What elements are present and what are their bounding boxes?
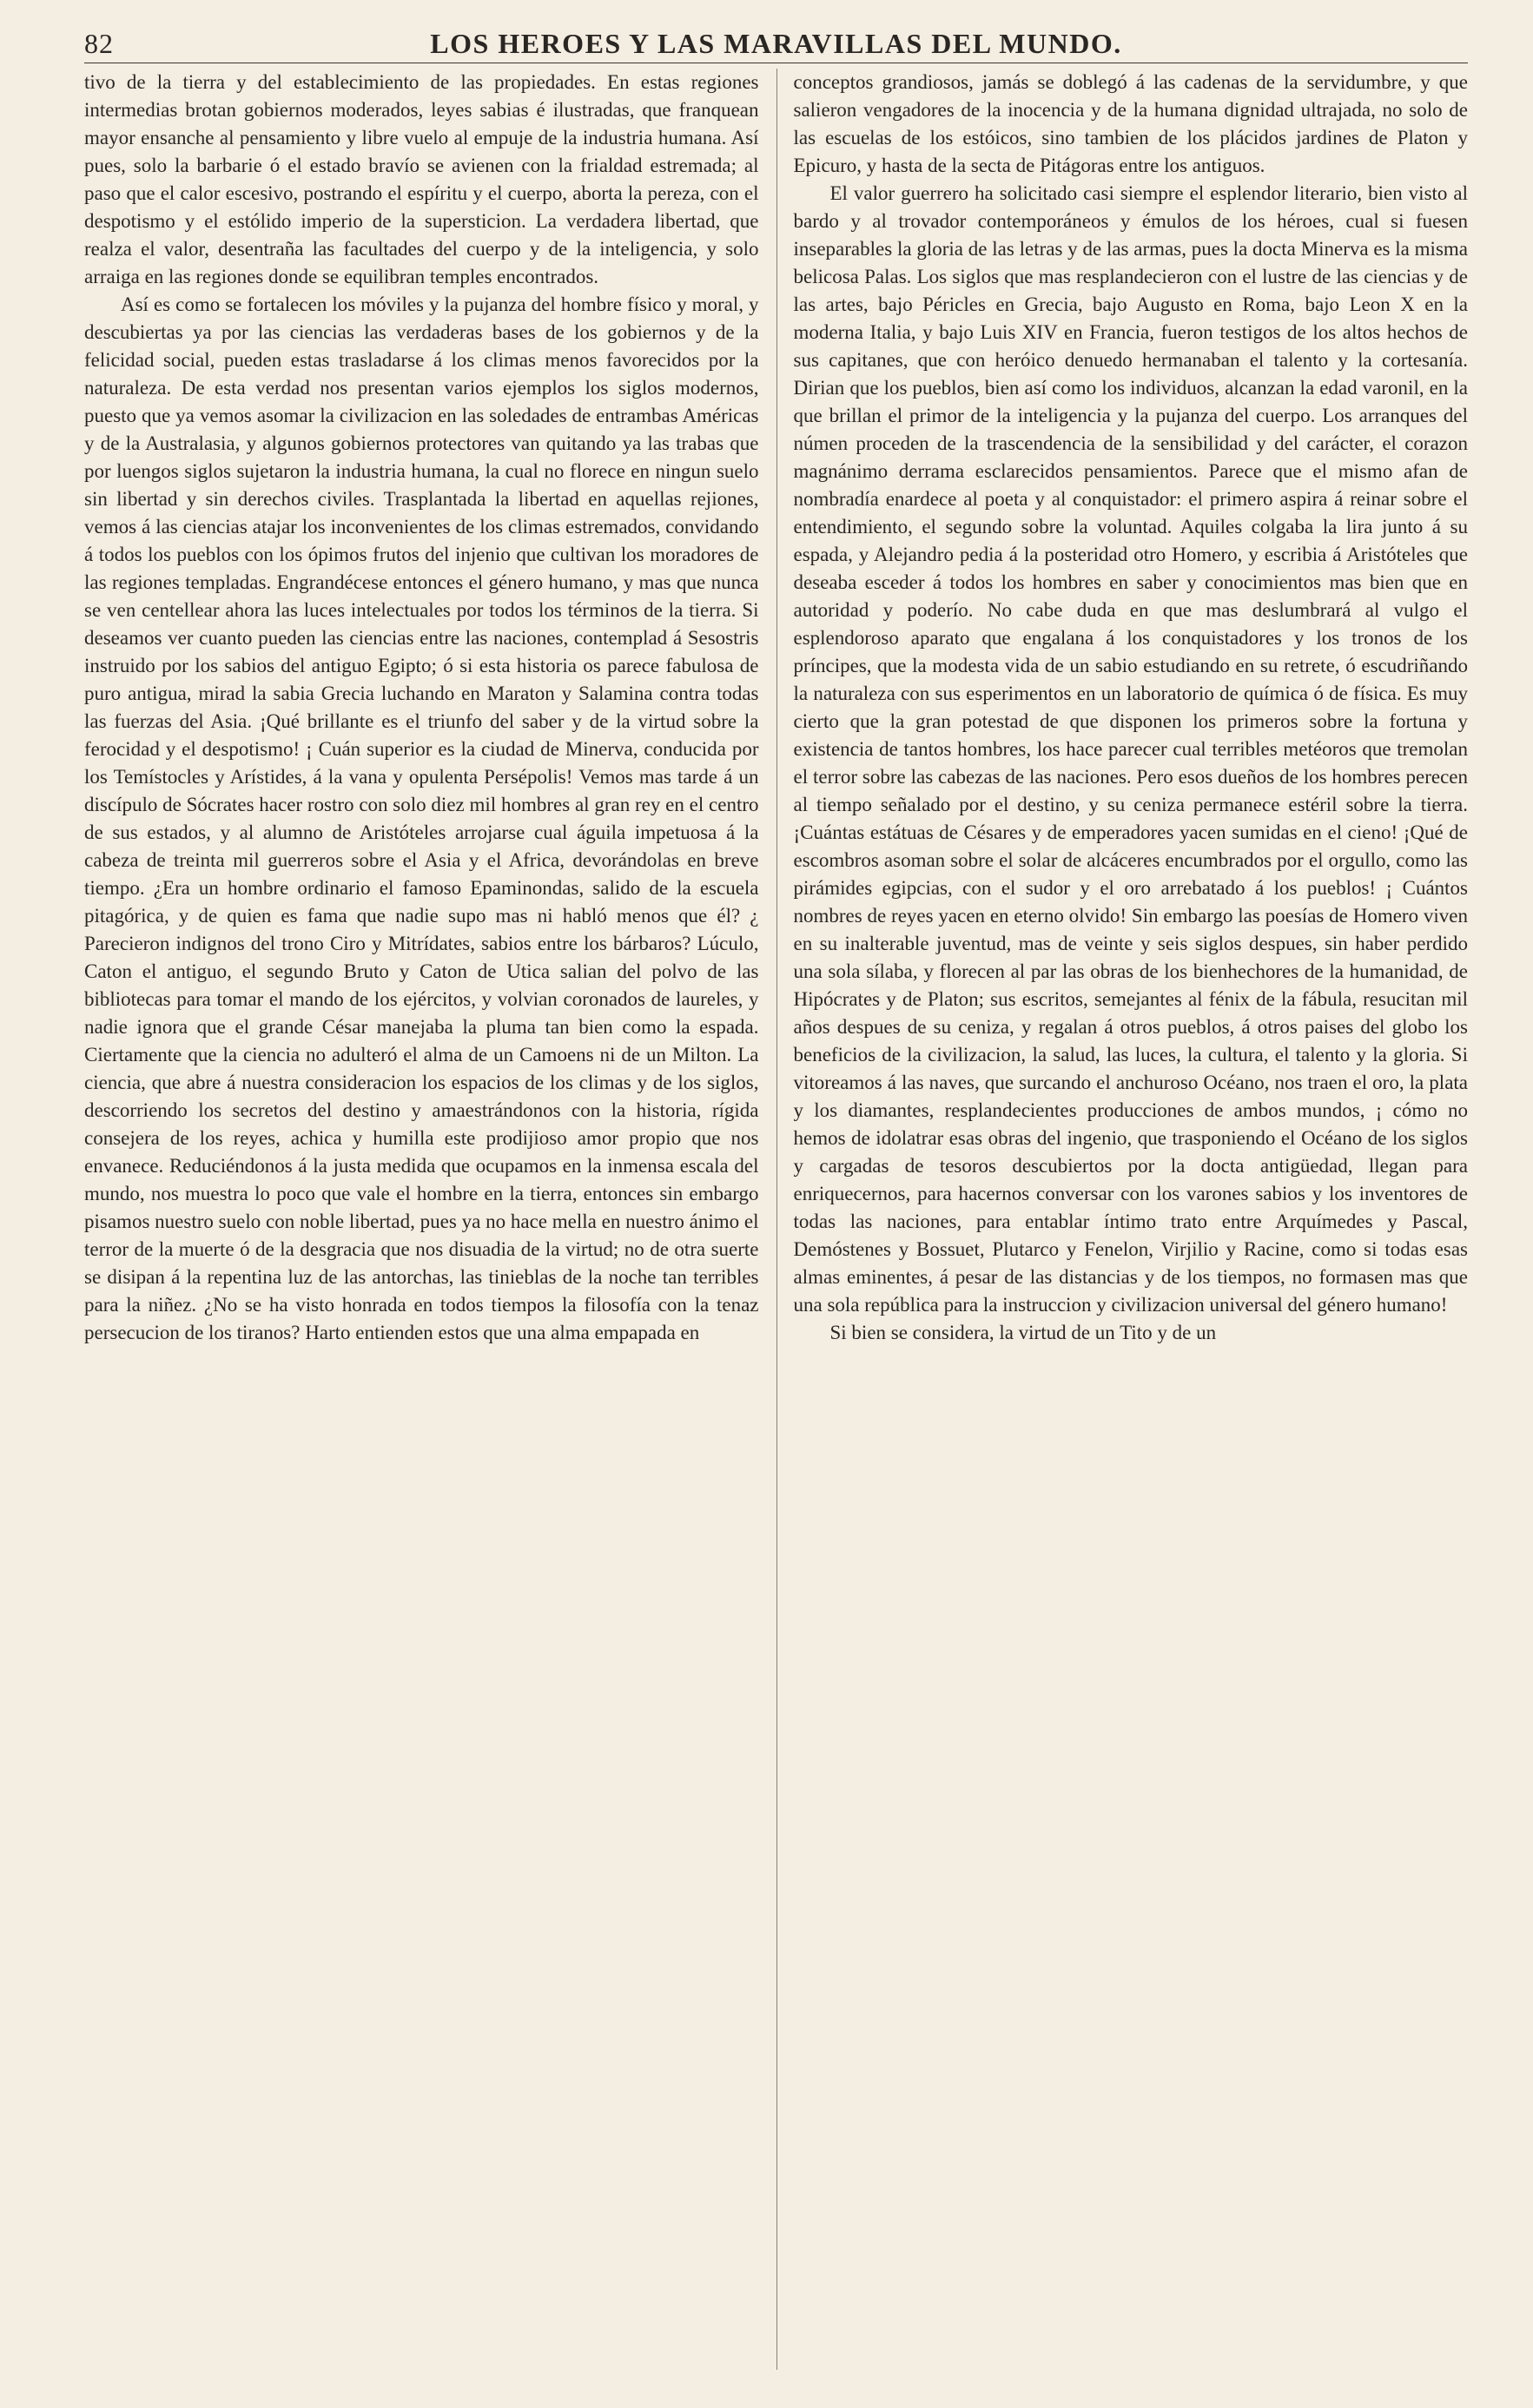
paragraph: Si bien se considera, la virtud de un Tito y de un — [829, 1322, 1217, 1343]
page-header — [84, 26, 1468, 63]
paragraph: conceptos grandiosos, jamás se doblegó á las cadenas de la servidumbre, y que salieron vengadores de la inocencia y de la humana dignidad ultrajada, no solo de las escuelas de los estóicos, sino tambien de los plácidos jardines de Platon y Epicuro, y hasta de la secta de Pitágoras entre los antiguos. — [793, 71, 1468, 176]
paragraph: El valor guerrero ha solicitado casi siempre el esplendor literario, bien visto al bardo y al trovador contemporáneos y émulos de los héroes, cual si fuesen inseparables la gloria de las letras y de las armas, pues la docta Minerva es la misma belicosa Palas. Los siglos que mas resplandecieron con el lustre de las ciencias y de las artes, bajo Péricles en Grecia, bajo Augusto en Roma, bajo Leon X en la moderna Italia, y bajo Luis XIV en Francia, fueron testigos de los altos hechos de sus capitanes, que con heróico denuedo hermanaban el talento y la cortesanía. Dirian que los pueblos, bien así como los individuos, alcanzan la edad varonil, en la que brillan el primor de la inteligencia y la pujanza del cuerpo. Los arranques del númen proceden de la trascendencia de la sensibilidad y del carácter, el corazon magnánimo derrama esclarecidos pensamientos. Parece que el mismo afan de nombradía enardece al poeta y al conquistador: el primero aspira á reinar sobre el entendimiento, el segundo sobre la voluntad. Aquiles colgaba la lira junto á su espada, y Alejandro pedia á la posteridad otro Homero, y escribia á Aristóteles que deseaba esceder á todos los hombres en saber y conocimientos mas bien que en autoridad y poderío. No cabe duda en que mas deslumbrará al vulgo el esplendoroso aparato que engalana á los conquistadores y los tronos de los príncipes, que la modesta vida de un sabio estudiando en su retrete, ó escudriñando la naturaleza con sus esperimentos en un laboratorio de química ó de física. Es muy cierto que la gran potestad de que disponen los primeros sobre la fortuna y existencia de tantos hombres, los hace parecer cual terribles metéoros que tremolan el terror sobre las cabezas de las naciones. Pero esos dueños de los hombres perecen al tiempo señalado por el destino, y su ceniza permanece estéril sobre la tierra. ¡Cuántas estátuas de Césares y de emperadores yacen sumidas en el cieno! ¡Qué de escombros asoman sobre el solar de alcáceres encumbrados por el orgullo, como las pirámides egipcias, con el sudor y el oro arrebatado á los pueblos! ¡ Cuántos nombres de reyes yacen en eterno olvido! Sin embargo las poesías de Homero viven en su inalterable juventud, mas de veinte y seis siglos despues, sin haber perdido una sola sílaba, y florecen al par las obras de los bienhechores de la humanidad, de Hipócrates y de Platon; sus escritos, semejantes al fénix de la fábula, resucitan mil años despues de su ceniza, y regalan á otros pueblos, á otros paises del globo los beneficios de la civilizacion, la salud, las luces, la cultura, el talento y la gloria. Si vitoreamos á las naves, que surcando el anchuroso Océano, nos traen el oro, la plata y los diamantes, resplandecientes producciones de ambos mundos, ¡ cómo no hemos de idolatrar esas obras del ingenio, que trasponiendo el Océano de los siglos y cargadas de tesoros descubiertos por la docta antigüedad, llegan para enriquecernos, para hacernos conversar con los varones sabios y los inventores de todas las naciones, para entablar íntimo trato entre Arquímedes y Pascal, Demóstenes y Bossuet, Plutarco y Fenelon, Virjilio y Racine, como si todas esas almas eminentes, á pesar de las distancias y de los tiempos, no formasen mas que una sola república para la instruccion y civilizacion universal del género humano! — [793, 182, 1468, 1316]
column-divider — [776, 69, 777, 2370]
paragraph: Así es como se fortalecen los móviles y la pujanza del hombre físico y moral, y descubiertas ya por las ciencias las verdaderas bases de los gobiernos y de la felicidad social, pueden estas trasladarse á los climas menos favorecidos por la naturaleza. De esta verdad nos presentan varios ejemplos los siglos modernos, puesto que ya vemos asomar la civilizacion en las soledades de entrambas Américas y de la Australasia, y algunos gobiernos protectores van quitando ya las trabas que por luengos siglos sujetaron la industria humana, la cual no florece en ningun suelo sin libertad y sin derechos civiles. Trasplantada la libertad en aquellas rejiones, vemos á las ciencias atajar los inconvenientes de los climas estremados, convidando á todos los pueblos con los ópimos frutos del injenio que cultivan los moradores de las regiones templadas. Engrandécese entonces el género humano, y mas que nunca se ven centellear ahora las luces intelectuales por todos los términos de la tierra. Si deseamos ver cuanto pueden las ciencias entre las naciones, contemplad á Sesostris instruido por los sabios del antiguo Egipto; ó si esta historia os parece fabulosa de puro antigua, mirad la sabia Grecia luchando en Maraton y Salamina contra todas las fuerzas del Asia. ¡Qué brillante es el triunfo del saber y de la virtud sobre la ferocidad y el despotismo! ¡ Cuán superior es la ciudad de Minerva, conducida por los Temístocles y Arístides, á la vana y opulenta Persépolis! Vemos mas tarde á un discípulo de Sócrates hacer rostro con solo diez mil hombres al gran rey en el centro de sus estados, y al alumno de Aristóteles arrojarse cual águila impetuosa á la cabeza de treinta mil guerreros sobre el Asia y el Africa, devorándolas en breve tiempo. ¿Era un hombre ordinario el famoso Epaminondas, salido de la escuela pitagórica, y de quien es fama que nadie supo mas ni habló menos que él? ¿ Parecieron indignos del trono Ciro y Mitrídates, sabios entre los bárbaros? Lúculo, Caton el antiguo, el segundo Bruto y Caton de Utica salian del polvo de las bibliotecas para tomar el mando de los ejércitos, y volvian coronados de laureles, y nadie ignora que el grande César manejaba la pluma tan bien como la espada. Ciertamente que la ciencia no adulteró el alma de un Camoens ni de un Milton. La ciencia, que abre á nuestra consideracion los espacios de los climas y de los siglos, descorriendo los secretos del destino y amaestrándonos con la historia, rígida consejera de los reyes, achica y humilla este prodijioso amor propio que nos envanece. Reduciéndonos á la justa medida que ocupamos en la inmensa escala del mundo, nos muestra lo poco que vale el hombre en la tierra, entonces sin embargo pisamos nuestro suelo con noble libertad, pues ya no hace mella en nuestro ánimo el terror de la muerte ó de la desgracia que nos disuadia de la virtud; no de otra suerte se disipan á la repentina luz de las antorchas, las tinieblas de la noche tan terribles para la niñez. ¿No se ha visto honrada en todos tiempos la filosofía con la tenaz persecucion de los tiranos? Harto entienden estos que una alma empapada en — [84, 294, 759, 1343]
right-column — [794, 69, 1469, 1347]
page-number: 82 — [84, 28, 114, 59]
text-columns — [84, 69, 1468, 1347]
running-title: LOS HEROES Y LAS MARAVILLAS DEL MUNDO. — [430, 28, 1122, 59]
paragraph: tivo de la tierra y del establecimiento de las propiedades. En estas regiones intermedias brotan gobiernos moderados, leyes sabias é ilustradas, que franquean mayor ensanche al pensamiento y libre vuelo al empuje de la industria humana. Así pues, solo la barbarie ó el estado bravío se avienen con la frialdad estremada; al paso que el calor escesivo, postrando el espíritu y el cuerpo, aborta la pereza, con el despotismo y el estólido imperio de la supersticion. La verdadera libertad, que realza el valor, desentraña las facultades del cuerpo y de la inteligencia, y solo arraiga en las regiones donde se equilibran temples encontrados. — [84, 71, 759, 287]
left-column — [84, 69, 759, 1347]
